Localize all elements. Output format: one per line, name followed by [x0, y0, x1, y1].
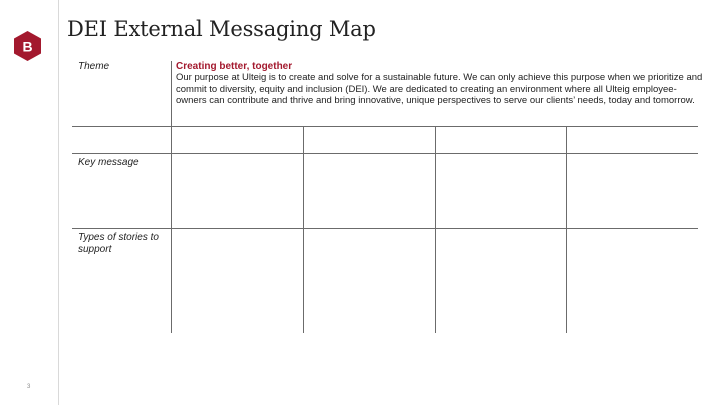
page-title: DEI External Messaging Map [67, 17, 376, 41]
theme-heading: Creating better, together [176, 61, 293, 72]
row-label-theme: Theme [78, 61, 110, 72]
row-label-stories: Types of stories to support [78, 232, 159, 255]
table-column-rule-3 [435, 126, 436, 333]
left-margin-rule [58, 0, 59, 405]
page-number: 3 [27, 384, 31, 390]
table-column-rule-1 [171, 61, 172, 333]
table-rule-key-message-bottom [72, 228, 698, 229]
table-rule-header-bottom [72, 153, 698, 154]
row-label-key-message: Key message [78, 157, 139, 168]
table-rule-theme-bottom [72, 126, 698, 127]
hexagon-b-logo-icon [14, 31, 41, 61]
logo-letter: B [22, 38, 33, 55]
table-column-rule-2 [303, 126, 304, 333]
theme-body: Our purpose at Ulteig is to create and solve for a sustainable future. We can only achieve this purpose when we prioritize and commit to diversity, equity and inclusion (DEI). We are dedicated to creating an environment where all Ulteig employee-owners can contribute and thrive and bring innovative, unique perspectives to serve our clients’ needs, today and tomorrow. [176, 72, 703, 107]
table-column-rule-4 [566, 126, 567, 333]
